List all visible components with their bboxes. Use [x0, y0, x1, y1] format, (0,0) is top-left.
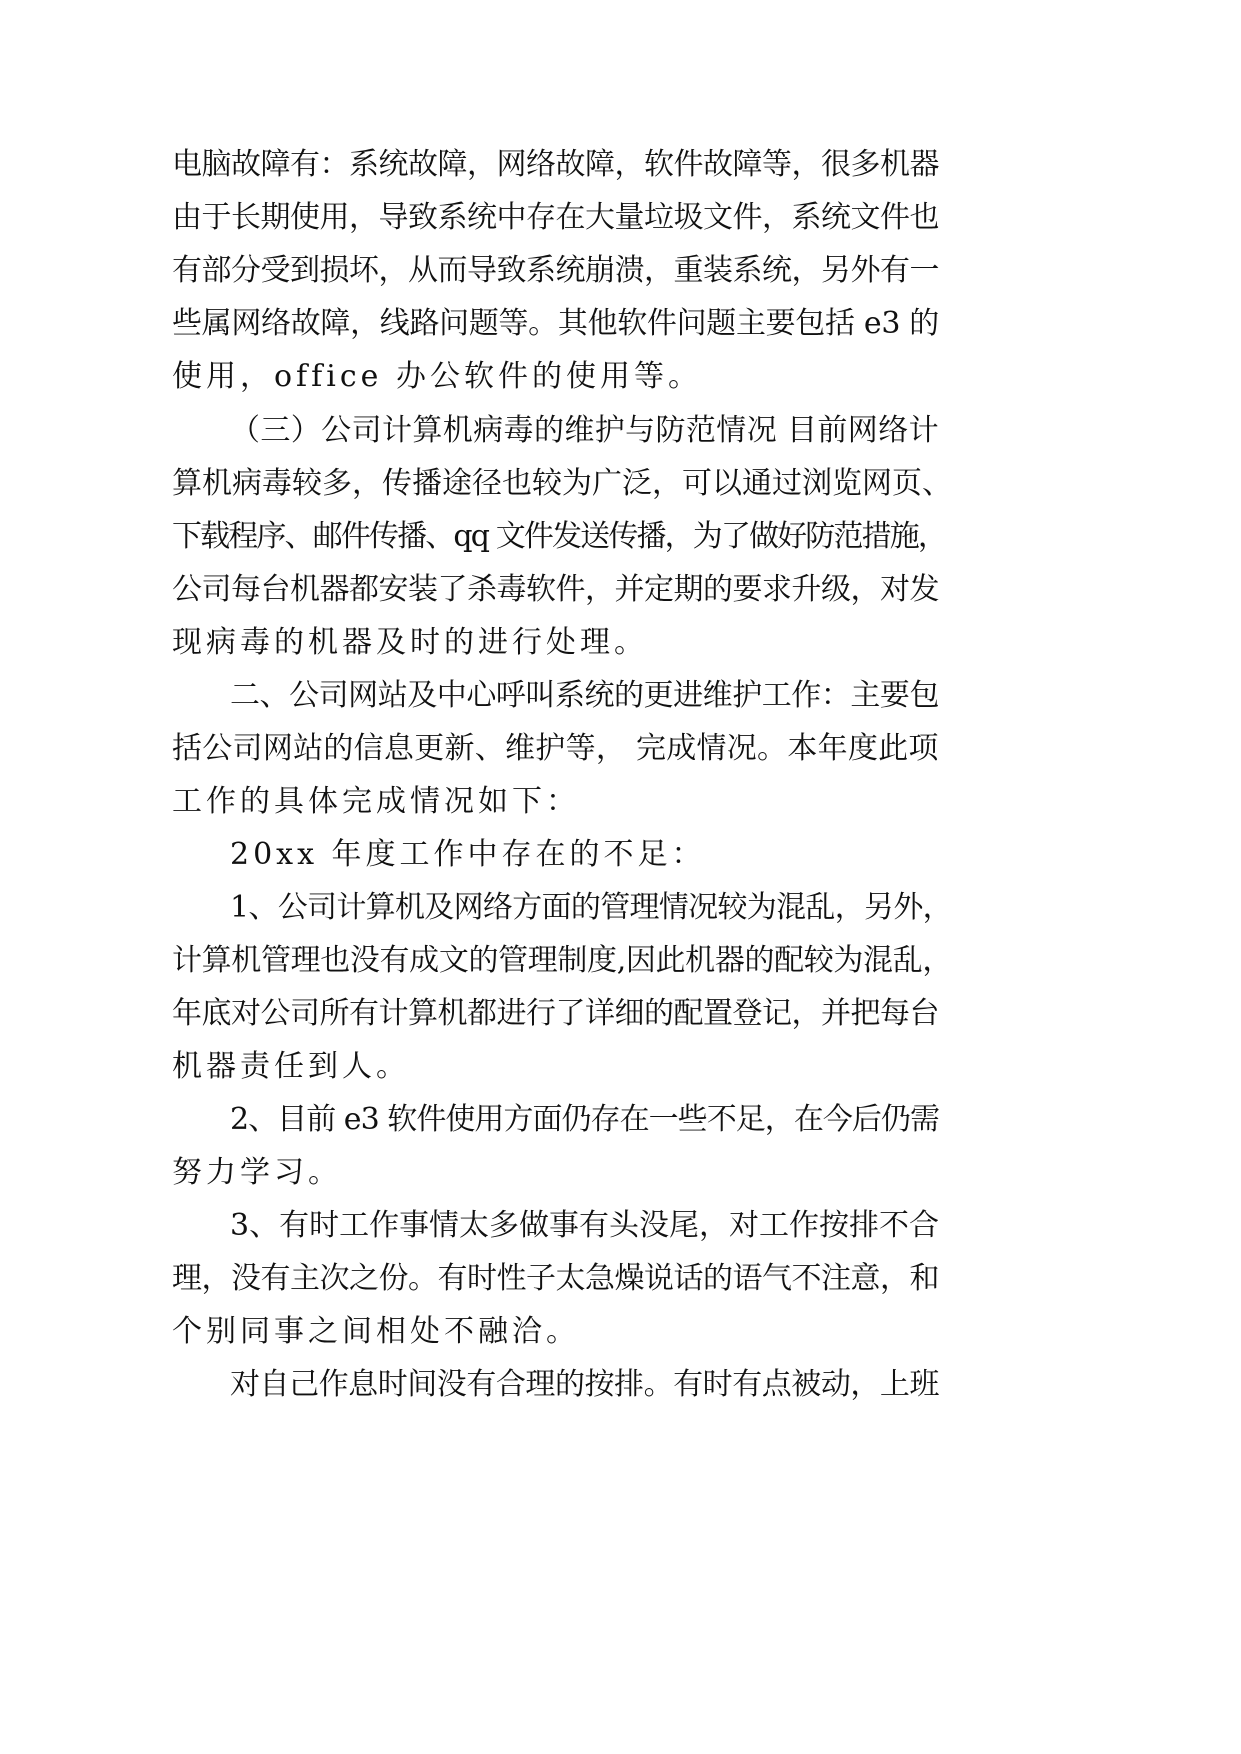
text-line: [0, 247, 1241, 295]
line-text: 电脑故障有：系统故障，网络故障，软件故障等，很多机器: [172, 147, 939, 182]
line-text: 年底对公司所有计算机都进行了详细的配置登记，并把每台: [172, 996, 939, 1031]
text-line: [0, 1308, 1241, 1356]
line-text: 使用，office 办公软件的使用等。: [172, 359, 702, 394]
text-line: [0, 884, 1241, 932]
line-text: 算机病毒较多，传播途径也较为广泛，可以通过浏览网页、: [172, 466, 952, 501]
text-line: [0, 1043, 1241, 1091]
line-text: 机器责任到人。: [172, 1049, 410, 1084]
text-line: [0, 1255, 1241, 1303]
text-line: [0, 1149, 1241, 1197]
text-line: [0, 1096, 1241, 1144]
line-text: 公司每台机器都安装了杀毒软件，并定期的要求升级，对发: [172, 572, 939, 607]
line-text: 2、目前 e3 软件使用方面仍存在一些不足，在今后仍需: [230, 1102, 939, 1137]
line-text: 努力学习。: [172, 1155, 342, 1190]
text-line: [0, 672, 1241, 720]
text-line: [0, 300, 1241, 348]
text-line: [0, 566, 1241, 614]
text-line: [0, 778, 1241, 826]
line-text: 有部分受到损坏，从而导致系统崩溃，重装系统，另外有一: [172, 253, 939, 288]
text-line: [0, 619, 1241, 667]
text-line: [0, 1361, 1241, 1409]
line-text: 二、公司网站及中心呼叫系统的更进维护工作：主要包: [230, 678, 939, 713]
text-line: [0, 831, 1241, 879]
text-line: [0, 725, 1241, 773]
line-text: 下载程序、邮件传播、qq 文件发送传播，为了做好防范措施，: [172, 519, 946, 554]
text-line: [0, 513, 1241, 561]
line-text: 3、有时工作事情太多做事有头没尾，对工作按排不合: [230, 1208, 939, 1243]
line-text: 理，没有主次之份。有时性子太急燥说话的语气不注意，和: [172, 1261, 939, 1296]
line-text: 计算机管理也没有成文的管理制度,因此机器的配较为混乱，: [172, 943, 952, 978]
text-line: [0, 1202, 1241, 1250]
text-line: [0, 141, 1241, 189]
line-text: 现病毒的机器及时的进行处理。: [172, 625, 648, 660]
text-line: [0, 990, 1241, 1038]
line-text: 括公司网站的信息更新、维护等， 完成情况。本年度此项: [172, 731, 939, 766]
line-text: （三）公司计算机病毒的维护与防范情况 目前网络计: [230, 413, 939, 448]
line-text: 些属网络故障，线路问题等。其他软件问题主要包括 e3 的: [172, 306, 939, 341]
line-text: 工作的具体完成情况如下：: [172, 784, 580, 819]
text-line: [0, 460, 1241, 508]
line-text: 1、公司计算机及网络方面的管理情况较为混乱，另外，: [230, 890, 952, 925]
line-text: 个别同事之间相处不融洽。: [172, 1314, 580, 1349]
text-line: [0, 407, 1241, 455]
text-line: [0, 353, 1241, 401]
text-line: [0, 937, 1241, 985]
line-text: 20xx 年度工作中存在的不足：: [230, 837, 706, 872]
text-line: [0, 194, 1241, 242]
line-text: 对自己作息时间没有合理的按排。有时有点被动，上班: [230, 1367, 939, 1402]
line-text: 由于长期使用，导致系统中存在大量垃圾文件，系统文件也: [172, 200, 939, 235]
